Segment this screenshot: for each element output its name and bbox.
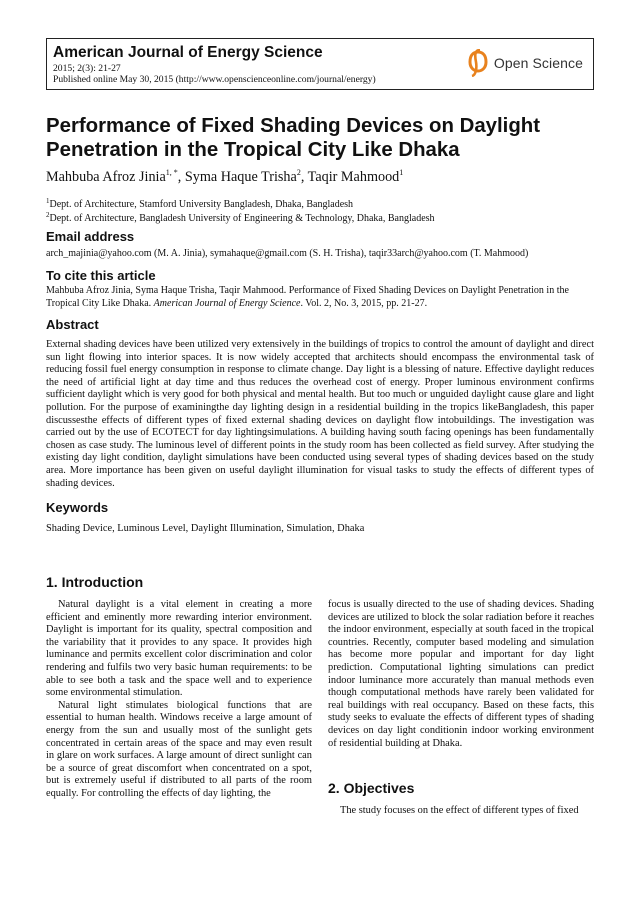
objectives-paragraph: The study focuses on the effect of different types of fixed xyxy=(340,805,579,816)
email-heading: Email address xyxy=(46,229,135,244)
affiliation-1 xyxy=(46,197,353,210)
author-sup: 2 xyxy=(296,168,301,177)
abstract-heading: Abstract xyxy=(46,317,99,332)
section-heading-objectives: 2. Objectives xyxy=(328,780,415,796)
journal-title: American Journal of Energy Science xyxy=(53,44,323,61)
abstract-text: External shading devices have been utilized very extensively in the buildings of tropics to control the amount of daylight and direct sun light flowing into interior spaces. It is now widely accepted that architects should encompass the environmental task of reducing fossil fuel energy consumption in response to climate change. Day light is a blessing of nature. Effective daylight reduces the need of artificial light at day time and thus reduces the overhead cost of energy. Proper luminous environment confirms sufficient daylight which is very good for both physical and mental health. But too much or unguided daylight cause glare and light pollution. For the purpose of examiningthe day lighting design in a residential building in the tropics likeBangladesh, this paper discussesthe effects of different types of fixed external shading devices on daylight flow intobuildings. The investigation was carried out by the use of ECOTECT for day lightingsimulations. A building having south facing openings has been fundamentally chosen as case study. The luminous level of different points in the study room has been collected as field survey. After studying the existing day light condition, daylight simulations have been conducted using several types of shading devices based on the study area. More importance has been given on useful daylight illumination for visual tasks to study the effects of different types of shading devices. xyxy=(46,339,594,489)
article-title xyxy=(46,115,606,162)
published-line: Published online May 30, 2015 (http://www.openscienceonline.com/journal/energy) xyxy=(53,74,376,85)
keywords-text: Shading Device, Luminous Level, Daylight Illumination, Simulation, Dhaka xyxy=(46,523,365,534)
author-name: Mahbuba Afroz Jinia xyxy=(46,169,166,185)
cite-heading: To cite this article xyxy=(46,268,156,283)
open-science-logo-icon xyxy=(467,49,489,77)
affiliation-sup: 2 xyxy=(46,211,50,219)
email-addresses: arch_majinia@yahoo.com (M. A. Jinia), symahaque@gmail.com (S. H. Trisha), taqir33arch@yahoo.com (T. Mahmood) xyxy=(46,248,529,259)
cite-journal: American Journal of Energy Science xyxy=(153,297,301,309)
intro-paragraph: Natural daylight is a vital element in creating a more efficient and eminently more rewarding interior environment. Daylight is important for its quality, spectral composition and the variability that it provides to any space. It provides high luminance and permits excellent color discrimination and color rendering and fulfils two very basic human requirements: to be able to see both a task and the space well and to experience some environmental stimulation. xyxy=(46,599,312,699)
keywords-heading: Keywords xyxy=(46,500,109,515)
open-science-logo xyxy=(467,48,583,78)
intro-paragraph: Natural light stimulates biological functions that are essential to human health. Windows receive a large amount of energy from the sun and usually most of the sunlight gets concentrated in certain areas of the space and may even result in glare on work surfaces. A large amount of direct sunlight can be a source of great discomfort when concentrated on a spot, but is extremely useful if distributed to all parts of the room equally. For controlling the effects of day lighting, the xyxy=(46,699,312,799)
journal-header xyxy=(46,38,594,90)
affiliation-sup: 1 xyxy=(46,197,50,205)
cite-text xyxy=(46,285,594,310)
title-line-1: Performance of Fixed Shading Devices on Daylight xyxy=(46,115,541,137)
author-name: Syma Haque Trisha xyxy=(184,169,297,185)
right-column xyxy=(328,599,594,750)
title-line-2: Penetration in the Tropical City Like Dhaka xyxy=(46,138,460,161)
author-sup: 1, * xyxy=(165,168,178,177)
affiliation-text: Dept. of Architecture, Bangladesh University of Engineering & Technology, Dhaka, Bangladesh xyxy=(49,213,435,224)
author-name: Taqir Mahmood xyxy=(307,169,400,185)
intro-paragraph: focus is usually directed to the use of shading devices. Shading devices are utilized to block the solar radiation before it reaches the indoor environment, especially at south faced in the tropical countries. Recently, computer based modeling and simulation has become more popular and important for day light prediction. Computational lighting simulations can predict indoor luminance more accurately than manual methods even though computational methods have rarely been validated for real buildings with real occupancy. Based on these facts, this study seeks to evaluate the effects of different types of shading devices on day light conditionin indoor working environment of residential building at Dhaka. xyxy=(328,599,594,749)
cite-text-part2: . Vol. 2, No. 3, 2015, pp. 21-27. xyxy=(300,297,428,309)
logo-text: Open Science xyxy=(493,55,583,71)
affiliation-text: Dept. of Architecture, Stamford University Bangladesh, Dhaka, Bangladesh xyxy=(49,199,354,210)
author-list: Mahbuba Afroz Jinia$^{1, *}$, Syma Haque Trisha$^2$, Taqir Mahmood$^1$ xyxy=(46,168,404,185)
author-sup: 1 xyxy=(399,168,404,177)
section-heading-introduction: 1. Introduction xyxy=(46,574,144,590)
left-column xyxy=(46,599,312,801)
affiliation-2 xyxy=(46,211,435,224)
objectives-column xyxy=(328,805,594,818)
cite-text-part1: Mahbuba Afroz Jinia, Syma Haque Trisha, Taqir Mahmood. Performance of Fixed Shading Devices on Daylight Penetration in the Tropical City Like Dhaka. xyxy=(46,285,569,309)
volume-line: 2015; 2(3): 21-27 xyxy=(53,63,121,74)
